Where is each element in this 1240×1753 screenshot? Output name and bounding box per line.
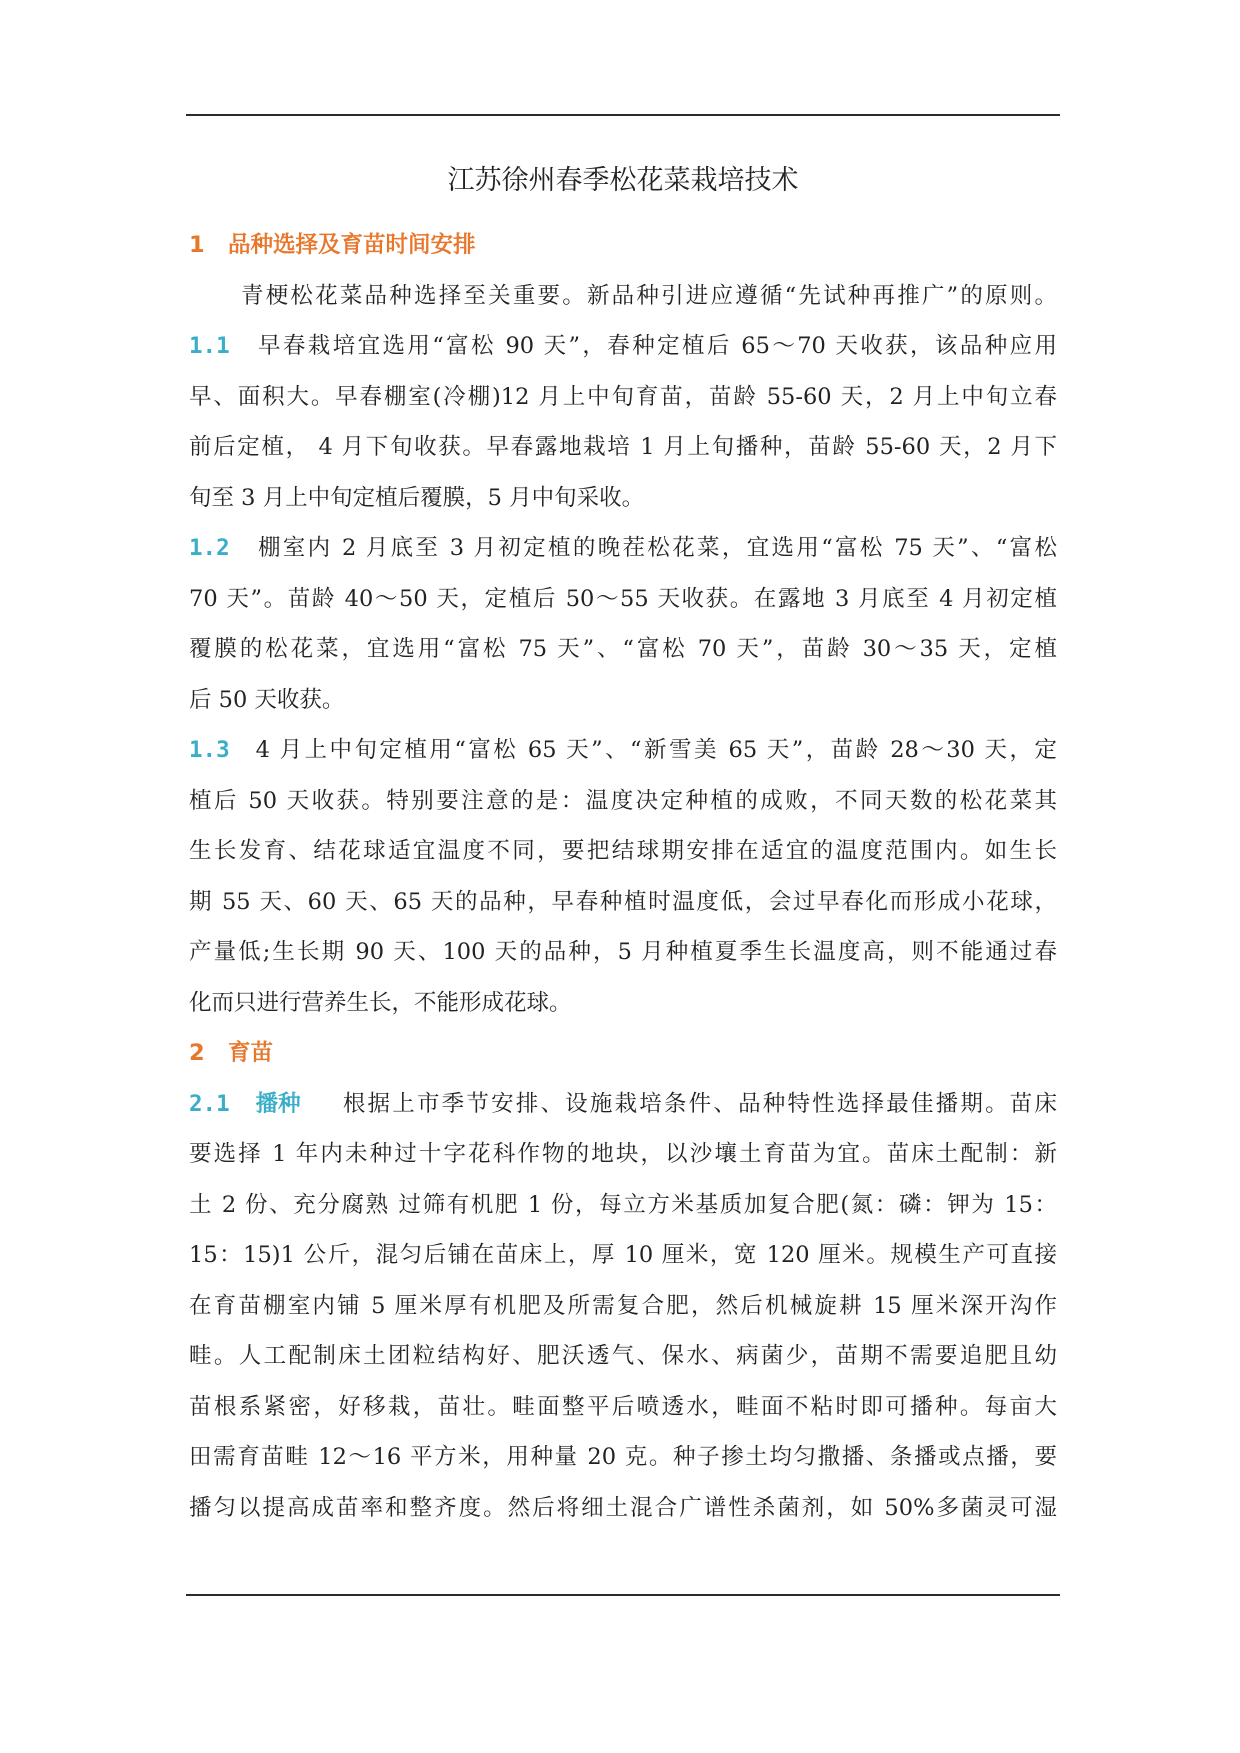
paragraph-text: 早春栽培宜选用“富松 90 天”，春种定植后 65～70 天收获，该品种应用 (255, 333, 1057, 359)
paragraph-line: 旬至 3 月上中旬定植后覆膜，5 月中旬采收。 (189, 484, 645, 511)
paragraph-line: 田需育苗畦 12～16 平方米，用种量 20 克。种子掺土均匀撒播、条播或点播，要 (189, 1444, 1057, 1470)
footer-rule (186, 1594, 1060, 1596)
section-heading-text: 育苗 (228, 1040, 274, 1066)
section-heading-text: 品种选择及育苗时间安排 (228, 232, 476, 258)
paragraph-line: 15：15)1 公斤，混匀后铺在苗床上，厚 10 厘米，宽 120 厘米。规模生产可直接 (189, 1242, 1057, 1268)
paragraph-line: 覆膜的松花菜，宜选用“富松 75 天”、“富松 70 天”，苗龄 30～35 天，定植 (189, 636, 1057, 662)
paragraph-line: 畦。人工配制床土团粒结构好、肥沃透气、保水、病菌少，苗期不需要追肥且幼 (189, 1343, 1057, 1369)
paragraph-line: 要选择 1 年内未种过十字花科作物的地块，以沙壤土育苗为宜。苗床土配制：新 (189, 1141, 1057, 1167)
paragraph-line: 播匀以提高成苗率和整齐度。然后将细土混合广谱性杀菌剂，如 50%多菌灵可湿 (189, 1494, 1057, 1521)
subsection-number: 1.3 (189, 737, 230, 763)
paragraph-text: 4 月上中旬定植用“富松 65 天”、“新雪美 65 天”，苗龄 28～30 天，定 (255, 737, 1057, 763)
paragraph-line: 青梗松花菜品种选择至关重要。新品种引进应遵循“先试种再推广”的原则。 (241, 282, 1057, 309)
paragraph-line: 苗根系紧密，好移栽，苗壮。畦面整平后喷透水，畦面不粘时即可播种。每亩大 (189, 1393, 1057, 1420)
document-title: 江苏徐州春季松花菜栽培技术 (447, 165, 799, 196)
paragraph-text: 根据上市季节安排、设施栽培条件、品种特性选择最佳播期。苗床 (340, 1090, 1057, 1117)
section-heading (189, 1028, 1057, 1079)
subsection-number: 2.1 (189, 1090, 230, 1117)
paragraph-line: 土 2 份、充分腐熟 过筛有机肥 1 份，每立方米基质加复合肥(氮：磷：钾为 15： (189, 1191, 1057, 1218)
paragraph-line: 70 天”。苗龄 40～50 天，定植后 50～55 天收获。在露地 3 月底至 4 月初定植 (189, 585, 1057, 612)
document-body (189, 158, 1057, 1533)
section-number: 1 (189, 232, 205, 258)
section-heading (189, 220, 1057, 271)
paragraph-line: 期 55 天、60 天、65 天的品种，早春种植时温度低，会过早春化而形成小花球， (189, 888, 1057, 915)
paragraph-line: 早、面积大。早春棚室(冷棚)12 月上中旬育苗，苗龄 55-60 天，2 月上中旬立春 (189, 383, 1057, 410)
paragraph-line (189, 1079, 1057, 1130)
subsection-keyword: 播种 (255, 1090, 301, 1117)
paragraph-text: 棚室内 2 月底至 3 月初定植的晚茬松花菜，宜选用“富松 75 天”、“富松 (255, 535, 1057, 561)
paragraph-line (189, 725, 1057, 776)
section-number: 2 (189, 1040, 205, 1066)
paragraph-line: 化而只进行营养生长，不能形成花球。 (189, 989, 572, 1016)
paragraph-line (189, 523, 1057, 574)
paragraph-line: 后 50 天收获。 (189, 686, 345, 713)
subsection-number: 1.1 (189, 333, 230, 359)
paragraph-line: 产量低;生长期 90 天、100 天的品种，5 月种植夏季生长温度高，则不能通过春 (189, 939, 1057, 965)
paragraph-line (189, 321, 1057, 372)
paragraph-line: 植后 50 天收获。特别要注意的是：温度决定种植的成败，不同天数的松花菜其 (189, 787, 1057, 814)
header-rule (186, 114, 1060, 116)
paragraph-line: 生长发育、结花球适宜温度不同，要把结球期安排在适宜的温度范围内。如生长 (189, 838, 1057, 864)
subsection-number: 1.2 (189, 535, 230, 561)
paragraph-line: 在育苗棚室内铺 5 厘米厚有机肥及所需复合肥，然后机械旋耕 15 厘米深开沟作 (189, 1292, 1057, 1319)
paragraph-line: 前后定植， 4 月下旬收获。早春露地栽培 1 月上旬播种，苗龄 55-60 天，2 月下 (189, 434, 1057, 460)
